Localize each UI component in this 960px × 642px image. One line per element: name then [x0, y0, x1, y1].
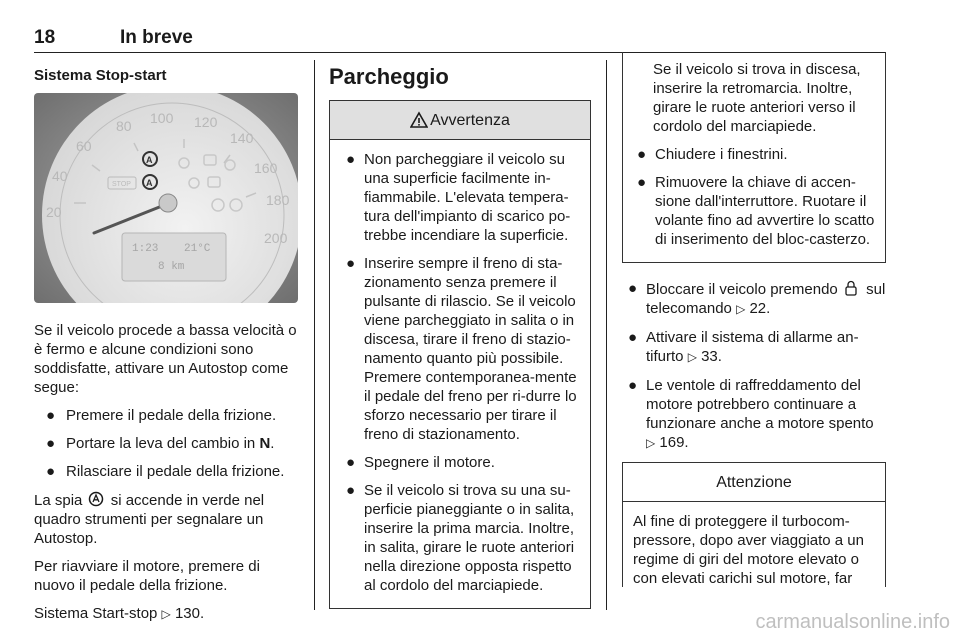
downhill-text: Se il veicolo si trova in discesa, inserire la retromarcia. Inoltre, girare le ruote anteriori verso il cordolo del marciapiede.	[653, 61, 861, 135]
page-number: 18	[34, 27, 56, 48]
list-item: ● Se il veicolo si trova su una su-perficie pianeggiante o in salita, inserire la prima marcia. Inoltre, in salita, girare le ruote anteriori nella direzione opposta rispetto al cordolo del marciapiede.	[346, 482, 575, 594]
list-item: ● Premere il pedale della frizione.	[46, 407, 277, 424]
gauge-tick-200: 200	[264, 230, 288, 246]
bullet-icon: ●	[46, 407, 56, 424]
restart-text: Per riavviare il motore, premere di nuovo il pedale della frizione.	[34, 558, 260, 594]
warning-box	[329, 100, 591, 609]
page-ref-arrow-icon: ▷	[736, 302, 746, 316]
page-header	[34, 24, 886, 53]
gauge-tick-100: 100	[150, 110, 174, 126]
autostop-indicator-text: La spia si accende in verde nel quadro strumenti per segnalare un Autostop.	[34, 492, 265, 547]
stop-start-heading: Sistema Stop-start	[34, 67, 167, 84]
column-divider-2	[606, 60, 607, 610]
svg-text:A: A	[146, 155, 153, 165]
attention-box-body	[623, 502, 885, 587]
bullet-icon: ●	[346, 151, 356, 168]
gauge-tick-60: 60	[76, 138, 92, 154]
column-parking	[329, 60, 591, 623]
attention-box	[622, 462, 886, 587]
start-stop-reference: Sistema Start-stop ▷ 130.	[34, 605, 205, 622]
autostop-intro: Se il veicolo procede a bassa velocità o è fermo e alcune condizioni sono soddisfatte, attivare un Autostop come segue:	[34, 322, 297, 396]
bullet-icon: ●	[628, 377, 638, 394]
lock-icon	[842, 279, 860, 297]
attention-title: Attenzione	[716, 473, 792, 491]
warning-list	[340, 150, 580, 595]
warning-triangle-icon	[410, 111, 428, 129]
list-item: ● Rimuovere la chiave di accen-sione dall'interruttore. Ruotare il volante fino ad avvertire lo scatto di inserimento del bloc-casterzo.	[637, 174, 875, 248]
svg-text:A: A	[146, 178, 153, 188]
section-title: In breve	[120, 27, 193, 48]
bullet-icon: ●	[637, 174, 647, 191]
parking-heading: Parcheggio	[329, 64, 449, 89]
watermark: carmanualsonline.info	[755, 611, 950, 633]
autostop-symbol-icon	[87, 490, 105, 508]
bullet-icon: ●	[346, 482, 356, 499]
display-temperature: 21°C	[184, 243, 211, 255]
attention-text: Al fine di proteggere il turbocom-pressore, dopo aver viaggiato a un regime di giri del motore elevato o con elevati carichi sul motore, far	[633, 513, 864, 587]
gauge-tick-160: 160	[254, 160, 278, 176]
info-display	[122, 233, 226, 281]
parking-steps	[622, 279, 886, 453]
column-divider-1	[314, 60, 315, 610]
bullet-icon: ●	[637, 146, 647, 163]
autostop-steps	[34, 406, 300, 481]
list-item: ● Non parcheggiare il veicolo su una superficie facilmente in-fiammabile. L'elevata tempera-tura dell'impianto di scarico po-trebbe incendiare la superficie.	[346, 151, 571, 244]
gauge-tick-180: 180	[266, 192, 290, 208]
gauge-tick-40: 40	[52, 168, 68, 184]
display-odometer: 8 km	[158, 261, 185, 273]
warning-box-header	[330, 101, 590, 140]
bullet-icon: ●	[46, 435, 56, 452]
page-ref-arrow-icon: ▷	[161, 607, 171, 621]
bullet-icon: ●	[346, 255, 356, 272]
bullet-icon: ●	[628, 329, 638, 346]
column-stop-start	[34, 60, 300, 633]
bullet-icon: ●	[628, 280, 638, 297]
warning-box-body	[330, 140, 590, 608]
list-item: ● Spegnere il motore.	[346, 454, 495, 471]
display-time: 1:23	[132, 243, 159, 255]
warning-list-continued	[631, 145, 875, 249]
gauge-tick-120: 120	[194, 114, 218, 130]
gauge-tick-20: 20	[46, 204, 62, 220]
list-item: ● Portare la leva del cambio in N.	[46, 435, 275, 452]
list-item: ● Attivare il sistema di allarme an-tifurto ▷ 33.	[628, 329, 859, 365]
bullet-icon: ●	[46, 463, 56, 480]
attention-box-header	[623, 463, 885, 502]
list-item: ● Bloccare il veicolo premendo sul telecomando ▷ 22.	[628, 280, 886, 317]
needle-hub	[159, 194, 177, 212]
list-item: ● Chiudere i finestrini.	[637, 146, 788, 163]
list-item: ● Rilasciare il pedale della frizione.	[46, 463, 285, 480]
bullet-icon: ●	[346, 454, 356, 471]
stop-indicator-label: STOP	[112, 181, 131, 188]
list-item: ● Le ventole di raffreddamento del motore potrebbero continuare a funzionare anche a motore spento ▷ 169.	[628, 377, 874, 451]
gauge-tick-140: 140	[230, 130, 254, 146]
gauge-tick-80: 80	[116, 118, 132, 134]
warning-title: Avvertenza	[430, 111, 510, 129]
instrument-cluster-svg	[34, 93, 298, 303]
page-ref-arrow-icon: ▷	[687, 350, 697, 364]
gear-letter: N	[259, 435, 271, 452]
list-item: ● Inserire sempre il freno di sta-zionamento senza premere il pulsante di rilascio. Se il veicolo viene parcheggiato in salita o in discesa, tirare il freno di stazio-namento quanto più possibile. Premere contemporanea-mente il pedale del freno per ri-durre lo sforzo necessario per tirare il freno di stazionamento.	[346, 255, 577, 443]
column-parking-continued	[622, 52, 886, 587]
page-ref-arrow-icon: ▷	[646, 436, 656, 450]
instrument-cluster-illustration	[34, 93, 298, 303]
warning-box-continued	[622, 52, 886, 263]
